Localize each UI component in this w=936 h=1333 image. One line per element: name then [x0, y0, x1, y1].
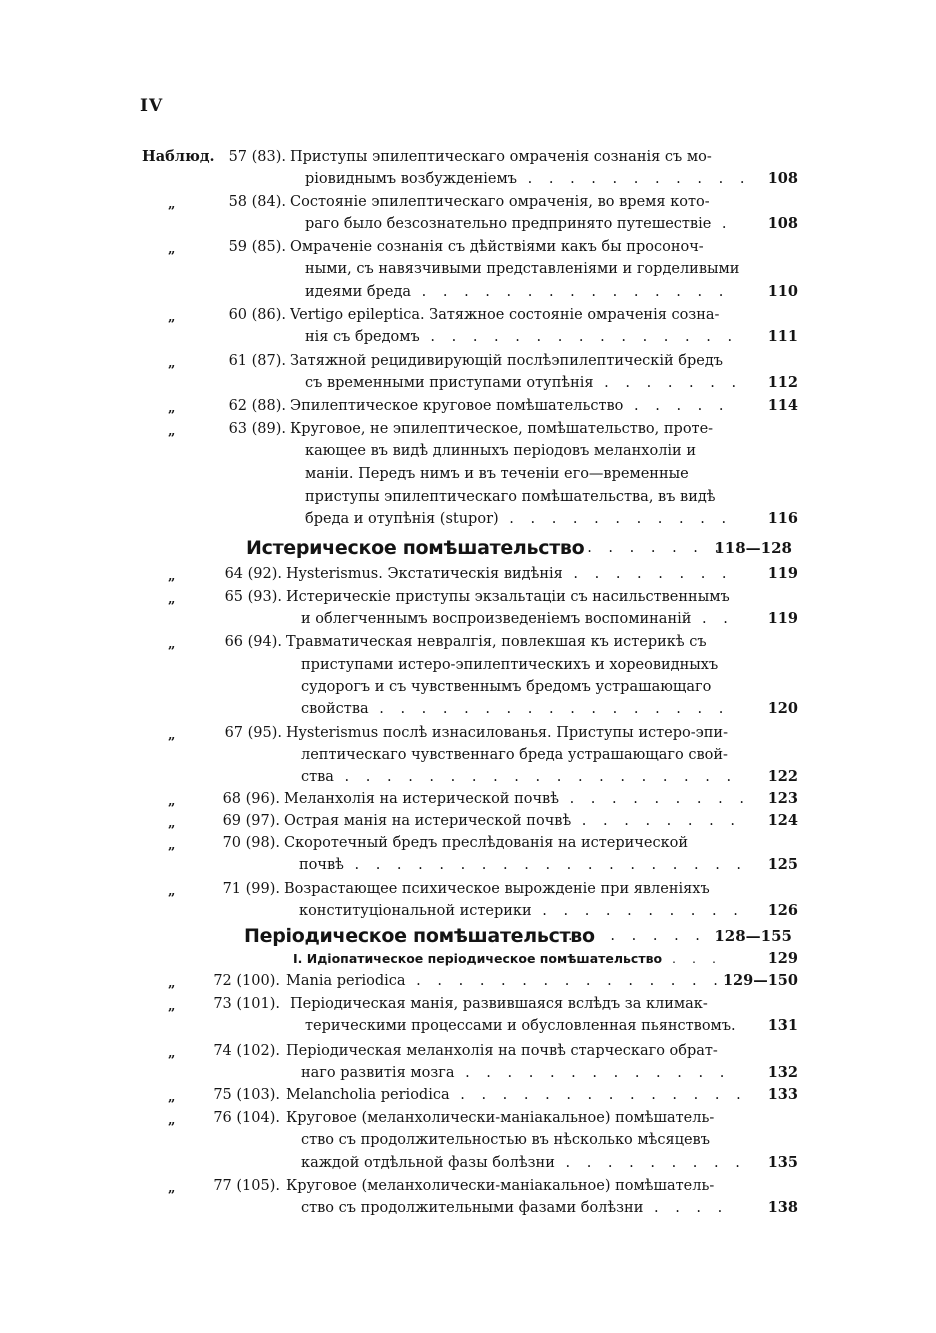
entry-text-line: приступы эпилептическаго помѣшательства, въ видѣ [305, 489, 716, 505]
entry-text-line: наго развитія мозга . . . . . . . . . . . . . [301, 1065, 731, 1081]
entry-page-number: 131 [767, 1017, 798, 1034]
entry-text-line: свойства . . . . . . . . . . . . . . . . . [301, 701, 730, 717]
toc-entry-73-cont [0, 1015, 936, 1037]
toc-entry-60 [0, 304, 936, 326]
ditto-mark: „ [168, 569, 176, 584]
toc-entry-66-cont [0, 698, 936, 720]
entry-text-line: Періодическая меланхолія на почвѣ старческаго обрат- [286, 1043, 718, 1059]
entry-page-number: 108 [767, 170, 798, 187]
section-heading-periodic [0, 922, 936, 950]
entry-page-number: 119 [767, 565, 798, 582]
toc-entry-63-cont [0, 440, 936, 462]
toc-entry-69 [0, 810, 936, 832]
entry-number: 64 (92). [224, 566, 282, 582]
entry-text-line: Круговое (меланхолически-маніакальное) помѣшатель- [286, 1110, 715, 1126]
entry-text-line: Омраченіе сознанія съ дѣйствіями какъ бы просоноч- [290, 239, 704, 255]
ditto-mark: „ [168, 242, 176, 257]
toc-entry-66-cont [0, 654, 936, 676]
toc-entry-65-cont [0, 608, 936, 630]
entry-text-line: бреда и отупѣнія (stupor) . . . . . . . . . . . [305, 511, 733, 527]
ditto-mark: „ [168, 999, 176, 1014]
toc-entry-67-cont [0, 744, 936, 766]
entry-number: 61 (87). [228, 353, 286, 369]
entry-number: 59 (85). [228, 239, 286, 255]
entry-text-line: Круговое, не эпилептическое, помѣшательство, проте- [290, 421, 714, 437]
toc-entry-67 [0, 722, 936, 744]
toc-entry-57-cont [0, 168, 936, 190]
ditto-mark: „ [168, 1181, 176, 1196]
section-title: Истерическое помѣшательство [246, 537, 585, 559]
toc-entry-77 [0, 1175, 936, 1197]
entry-page-number: 129—150 [722, 972, 798, 989]
entry-page-number: 116 [767, 510, 798, 527]
entry-text-line: ріовиднымъ возбужденіемъ . . . . . . . . . . . [305, 171, 750, 187]
entry-page-number: 110 [767, 283, 798, 300]
entry-text-line: Возрастающее психическое вырожденіе при явленіяхъ [284, 881, 710, 897]
toc-entry-76-cont [0, 1129, 936, 1151]
entry-text-line: и облегченнымъ воспроизведеніемъ воспоминаній . . [301, 611, 734, 627]
toc-entry-63-cont [0, 463, 936, 485]
entry-text-line: Приступы эпилептическаго омраченія сознанія съ мо- [290, 149, 712, 165]
entry-page-number: 124 [767, 812, 798, 829]
entry-text-line: Острая манія на истерической почвѣ . . . . . . . . [284, 813, 741, 829]
toc-entry-73 [0, 993, 936, 1015]
toc-entry-67-cont [0, 766, 936, 788]
entry-text-line: Скоротечный бредъ преслѣдованія на истерической [284, 835, 689, 851]
entry-page-number: 114 [767, 397, 798, 414]
entry-text-line: конституціональной истерики . . . . . . . . . . [299, 903, 744, 919]
entry-text-line: почвѣ . . . . . . . . . . . . . . . . . . . [299, 857, 748, 873]
ditto-mark: „ [168, 424, 176, 439]
toc-entry-75 [0, 1084, 936, 1106]
entry-text-line: приступами истеро-эпилептическихъ и хореовидныхъ [301, 657, 719, 673]
toc-entry-70-cont [0, 854, 936, 876]
toc-entry-66-cont [0, 676, 936, 698]
entry-number: 71 (99). [222, 881, 280, 897]
ditto-mark: „ [168, 728, 176, 743]
entry-page-number: 126 [767, 902, 798, 919]
entry-text-line: нія съ бредомъ . . . . . . . . . . . . . . . [305, 329, 739, 345]
toc-entry-57 [0, 146, 936, 168]
ditto-mark: „ [168, 401, 176, 416]
entry-page-number: 135 [767, 1154, 798, 1171]
entry-text-line: идеями бреда . . . . . . . . . . . . . . . [305, 284, 730, 300]
entry-text-line: ство съ продолжительными фазами болѣзни . . . . [301, 1200, 729, 1216]
ditto-mark: „ [168, 197, 176, 212]
section-heading-hysteric [0, 534, 936, 562]
entry-text-line: Hysterismus. Экстатическія видѣнія . . . . . . . . [286, 566, 733, 582]
section-title: Періодическое помѣшательство [244, 925, 595, 947]
entry-text-line: Эпилептическое круговое помѣшательство . . . . . [290, 398, 730, 414]
entry-page-number: 132 [767, 1064, 798, 1081]
entry-page-number: 133 [767, 1086, 798, 1103]
entry-number: 72 (100). [213, 973, 280, 989]
toc-entry-59-cont [0, 258, 936, 280]
entry-number: 73 (101). [213, 996, 280, 1012]
leader-dots: . . . . . . . . [566, 540, 726, 556]
entry-text-line: Melancholia periodica . . . . . . . . . . . . . . [286, 1087, 747, 1103]
toc-entry-63-cont [0, 508, 936, 530]
entry-text-line: каждой отдѣльной фазы болѣзни . . . . . . . . . [301, 1155, 746, 1171]
entry-number: 76 (104). [213, 1110, 280, 1126]
entry-text-line: раго было безсознательно предпринято путешествіе . [305, 216, 733, 232]
toc-entry-71-cont [0, 900, 936, 922]
toc-entry-60-cont [0, 326, 936, 348]
entry-number: 58 (84). [228, 194, 286, 210]
section-page-range: 118—128 [714, 539, 792, 557]
toc-entry-70 [0, 832, 936, 854]
entry-number: 57 (83). [228, 149, 286, 165]
toc-entry-58 [0, 191, 936, 213]
entry-text-line: съ временными приступами отупѣнія . . . . . . . [305, 375, 743, 391]
ditto-mark: „ [168, 976, 176, 991]
entry-text-line: маніи. Передъ нимъ и въ теченіи его—временные [305, 466, 689, 482]
ditto-mark: „ [168, 1090, 176, 1105]
entry-text-line: Vertigo epileptica. Затяжное состояніе омраченія созна- [290, 307, 720, 323]
entry-number: 63 (89). [228, 421, 286, 437]
toc-entry-74 [0, 1040, 936, 1062]
entry-text-line: Меланхолія на истерической почвѣ . . . . . . . . . [284, 791, 750, 807]
entry-text-line: ства . . . . . . . . . . . . . . . . . . . [301, 769, 738, 785]
ditto-mark: „ [168, 356, 176, 371]
ditto-mark: „ [168, 816, 176, 831]
toc-entry-64 [0, 563, 936, 585]
entry-number: 77 (105). [213, 1178, 280, 1194]
entry-number: 60 (86). [228, 307, 286, 323]
toc-entry-65 [0, 586, 936, 608]
entry-text-line: Истерическіе приступы экзальтаціи съ насильственнымъ [286, 589, 730, 605]
entry-page-number: 112 [767, 374, 798, 391]
section-page-range: 128—155 [714, 927, 792, 945]
toc-entry-71 [0, 878, 936, 900]
entry-page-number: 119 [767, 610, 798, 627]
toc-entry-63 [0, 418, 936, 440]
entry-text-line: Періодическая манія, развившаяся вслѣдъ за климак- [290, 996, 708, 1012]
entry-text-line: терическими процессами и обусловленная пьянствомъ. [305, 1018, 736, 1034]
observation-prefix: Наблюд. [142, 148, 215, 165]
entry-number: 66 (94). [224, 634, 282, 650]
entry-page-number: 120 [767, 700, 798, 717]
entry-number: 70 (98). [222, 835, 280, 851]
page-number: IV [140, 96, 164, 116]
entry-text-line: ными, съ навязчивыми представленіями и горделивыми [305, 261, 740, 277]
toc-entry-74-cont [0, 1062, 936, 1084]
entry-text-line: лептическаго чувственнаго бреда устрашающаго свой- [301, 747, 728, 763]
entry-number: 75 (103). [213, 1087, 280, 1103]
entry-page-number: 111 [767, 328, 798, 345]
entry-page-number: 125 [767, 856, 798, 873]
ditto-mark: „ [168, 794, 176, 809]
subsection-title: I. Идіопатическое періодическое помѣшательство . . . [293, 951, 722, 966]
ditto-mark: „ [168, 592, 176, 607]
toc-entry-63-cont [0, 486, 936, 508]
ditto-mark: „ [168, 884, 176, 899]
subsection-heading-idiopathic [0, 948, 936, 970]
entry-text-line: Затяжной рецидивирующій послѣэпилептическій бредъ [290, 353, 724, 369]
toc-entry-77-cont [0, 1197, 936, 1219]
entry-number: 69 (97). [222, 813, 280, 829]
ditto-mark: „ [168, 1046, 176, 1061]
toc-entry-59 [0, 236, 936, 258]
toc-entry-61 [0, 350, 936, 372]
entry-text-line: Состояніе эпилептическаго омраченія, во время кото- [290, 194, 710, 210]
entry-text-line: Круговое (меланхолически-маніакальное) помѣшатель- [286, 1178, 715, 1194]
entry-text-line: Mania periodica . . . . . . . . . . . . . . . . [286, 973, 746, 989]
toc-entry-58-cont [0, 213, 936, 235]
toc-entry-72 [0, 970, 936, 992]
entry-text-line: ство съ продолжительностью въ нѣсколько мѣсяцевъ [301, 1132, 710, 1148]
ditto-mark: „ [168, 838, 176, 853]
entry-number: 74 (102). [213, 1043, 280, 1059]
entry-text-line: судорогъ и съ чувственнымъ бредомъ устрашающаго [301, 679, 712, 695]
entry-text-line: Травматическая невралгія, повлекшая къ истерикѣ съ [286, 634, 707, 650]
ditto-mark: „ [168, 637, 176, 652]
entry-text-line: кающее въ видѣ длинныхъ періодовъ меланхоліи и [305, 443, 696, 459]
ditto-mark: „ [168, 310, 176, 325]
entry-text-line: Hysterismus послѣ изнасилованья. Приступы истеро-эпи- [286, 725, 728, 741]
leader-dots: . . . . . . . . [568, 928, 728, 944]
toc-entry-59-cont [0, 281, 936, 303]
toc-entry-62 [0, 395, 936, 417]
entry-number: 65 (93). [224, 589, 282, 605]
toc-entry-76 [0, 1107, 936, 1129]
entry-number: 67 (95). [224, 725, 282, 741]
entry-page-number: 123 [767, 790, 798, 807]
entry-number: 62 (88). [228, 398, 286, 414]
toc-entry-66 [0, 631, 936, 653]
toc-entry-61-cont [0, 372, 936, 394]
entry-page-number: 108 [767, 215, 798, 232]
toc-entry-68 [0, 788, 936, 810]
ditto-mark: „ [168, 1113, 176, 1128]
entry-page-number: 122 [767, 768, 798, 785]
toc-entry-76-cont [0, 1152, 936, 1174]
entry-number: 68 (96). [222, 791, 280, 807]
entry-page-number: 129 [767, 950, 798, 967]
entry-page-number: 138 [767, 1199, 798, 1216]
